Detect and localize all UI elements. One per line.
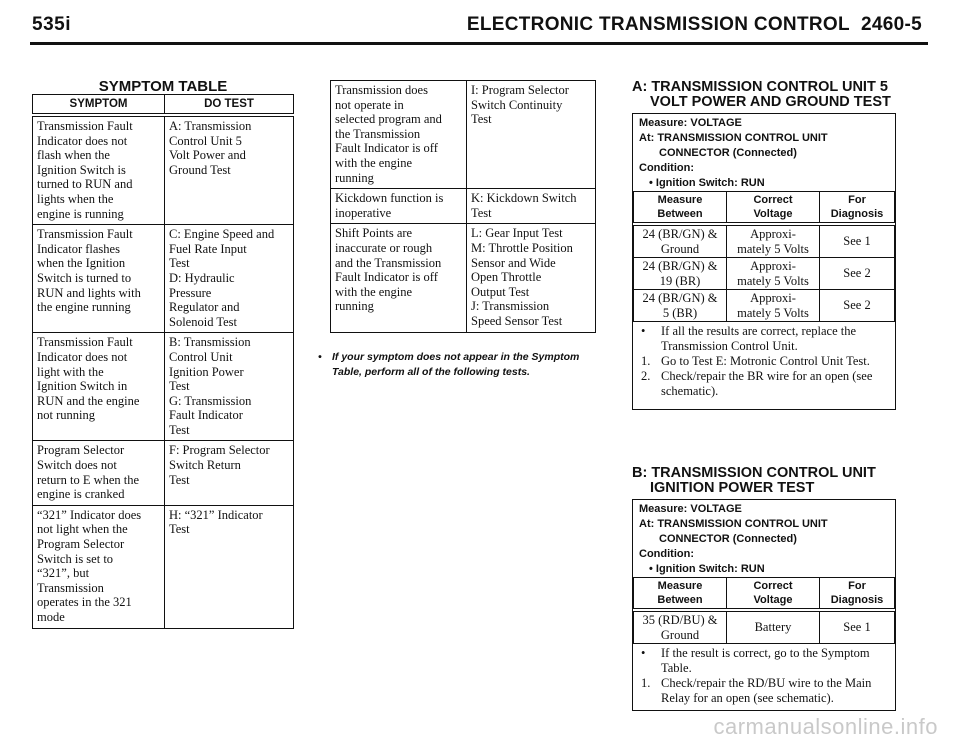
column-header-test: DO TEST <box>165 95 294 116</box>
table-row <box>634 224 895 258</box>
header-rule <box>30 42 928 45</box>
section-b-notes <box>633 644 895 710</box>
correct-voltage-cell: Approxi- mately 5 Volts <box>727 290 820 322</box>
measure-between-cell: 24 (BR/GN) & 19 (BR) <box>634 258 727 290</box>
measure-between-cell: 35 (RD/BU) & Ground <box>634 610 727 644</box>
table-header-row <box>634 578 895 611</box>
symptom-cell: Transmission Fault Indicator does not light with the Ignition Switch in RUN and the engine not running <box>33 333 165 441</box>
test-cell: L: Gear Input Test M: Throttle Position Sensor and Wide Open Throttle Output Test J: Transmission Speed Sensor Test <box>467 224 596 332</box>
section-b-title-line1: B: TRANSMISSION CONTROL UNIT <box>632 465 876 481</box>
note-text: If the result is correct, go to the Symptom Table. <box>661 646 870 675</box>
watermark: carmanualsonline.info <box>713 714 938 739</box>
section-title: ELECTRONIC TRANSMISSION CONTROL <box>466 14 850 35</box>
note-marker: • <box>641 324 646 338</box>
test-cell: A: Transmission Control Unit 5 Volt Power and Ground Test <box>165 115 294 225</box>
column-header-correct-voltage: Correct Voltage <box>727 578 820 611</box>
condition-item: • Ignition Switch: RUN <box>649 177 765 189</box>
section-a-title <box>632 80 932 110</box>
diagnosis-cell: See 2 <box>820 258 895 290</box>
symptom-cell: Kickdown function is inoperative <box>331 189 467 224</box>
note-item <box>639 369 889 399</box>
table-row <box>634 610 895 644</box>
table-row <box>33 505 294 628</box>
column-header-diagnosis: For Diagnosis <box>820 578 895 611</box>
note-text: Go to Test E: Motronic Control Unit Test. <box>661 354 870 368</box>
measure-between-cell: 24 (BR/GN) & 5 (BR) <box>634 290 727 322</box>
table-row <box>331 81 596 189</box>
condition-label: Condition: <box>639 548 694 560</box>
section-b-title-line2: IGNITION POWER TEST <box>650 480 815 496</box>
test-cell: C: Engine Speed and Fuel Rate Input Test D: Hydraulic Pressure Regulator and Solenoid Test <box>165 225 294 333</box>
note-item <box>639 324 889 354</box>
diagnosis-cell: See 2 <box>820 290 895 322</box>
test-cell: I: Program Selector Switch Continuity Test <box>467 81 596 189</box>
section-a-title-line1: A: TRANSMISSION CONTROL UNIT 5 <box>632 79 888 95</box>
symptom-cell: Transmission Fault Indicator flashes when the Ignition Switch is turned to RUN and lights with the engine running <box>33 225 165 333</box>
symptom-table-title: SYMPTOM TABLE <box>98 78 228 95</box>
measure-between-cell: 24 (BR/GN) & Ground <box>634 224 727 258</box>
page-model: 535i <box>32 14 71 35</box>
table-row <box>331 224 596 332</box>
section-b-box <box>632 499 896 711</box>
note-item <box>639 676 889 706</box>
column-header-measure-between: Measure Between <box>634 192 727 225</box>
measure-label: Measure: VOLTAGE <box>639 503 742 515</box>
note-marker: 1. <box>641 676 651 690</box>
column-header-diagnosis: For Diagnosis <box>820 192 895 225</box>
table-row <box>33 115 294 225</box>
table-row <box>331 189 596 224</box>
test-cell: K: Kickdown Switch Test <box>467 189 596 224</box>
test-cell: F: Program Selector Switch Return Test <box>165 441 294 505</box>
table-header-row <box>33 95 294 116</box>
symptom-cell: Transmission does not operate in selected program and the Transmission Fault Indicator is off with the engine running <box>331 81 467 189</box>
symptom-note <box>318 350 600 380</box>
correct-voltage-cell: Approxi- mately 5 Volts <box>727 258 820 290</box>
table-header-row <box>634 192 895 225</box>
diagnosis-cell: See 1 <box>820 224 895 258</box>
connector-label: CONNECTOR (Connected) <box>659 147 797 159</box>
note-marker: 2. <box>641 369 651 383</box>
diagnosis-cell: See 1 <box>820 610 895 644</box>
note-text: Check/repair the RD/BU wire to the Main Relay for an open (see schematic). <box>661 676 872 705</box>
measure-label: Measure: VOLTAGE <box>639 117 742 129</box>
connector-label: CONNECTOR (Connected) <box>659 533 797 545</box>
table-row <box>634 258 895 290</box>
symptom-note-text: If your symptom does not appear in the Symptom Table, perform all of the following tests. <box>332 351 580 378</box>
section-a-notes <box>633 322 895 403</box>
note-item <box>639 646 889 676</box>
section-a-title-line2: VOLT POWER AND GROUND TEST <box>650 94 891 110</box>
page-header-title <box>467 14 922 36</box>
correct-voltage-cell: Approxi- mately 5 Volts <box>727 224 820 258</box>
note-text: Check/repair the BR wire for an open (see schematic). <box>661 369 873 398</box>
correct-voltage-cell: Battery <box>727 610 820 644</box>
symptom-cell: “321” Indicator does not light when the Program Selector Switch is set to “321”, but Transmission operates in the 321 mode <box>33 505 165 628</box>
page-number: 2460-5 <box>861 14 922 35</box>
measurement-table <box>633 191 895 322</box>
table-row <box>634 290 895 322</box>
table-row <box>33 441 294 505</box>
test-cell: B: Transmission Control Unit Ignition Power Test G: Transmission Fault Indicator Test <box>165 333 294 441</box>
section-a-box <box>632 113 896 410</box>
section-b-title <box>632 466 932 496</box>
note-item <box>639 354 889 369</box>
measurement-table <box>633 577 895 644</box>
column-header-measure-between: Measure Between <box>634 578 727 611</box>
at-label: At: TRANSMISSION CONTROL UNIT <box>639 132 828 144</box>
table-row <box>33 333 294 441</box>
test-cell: H: “321” Indicator Test <box>165 505 294 628</box>
table-row <box>33 225 294 333</box>
symptom-cell: Transmission Fault Indicator does not flash when the Ignition Switch is turned to RUN and lights when the engine is running <box>33 115 165 225</box>
condition-label: Condition: <box>639 162 694 174</box>
at-label: At: TRANSMISSION CONTROL UNIT <box>639 518 828 530</box>
column-header-correct-voltage: Correct Voltage <box>727 192 820 225</box>
note-marker: 1. <box>641 354 651 368</box>
symptom-cell: Shift Points are inaccurate or rough and the Transmission Fault Indicator is off with the engine running <box>331 224 467 332</box>
note-text: If all the results are correct, replace the Transmission Control Unit. <box>661 324 857 353</box>
symptom-cell: Program Selector Switch does not return to E when the engine is cranked <box>33 441 165 505</box>
note-marker: • <box>641 646 646 660</box>
symptom-table-continued <box>330 80 596 333</box>
condition-item: • Ignition Switch: RUN <box>649 563 765 575</box>
bullet-icon: • <box>318 351 322 363</box>
column-header-symptom: SYMPTOM <box>33 95 165 116</box>
symptom-table <box>32 94 294 629</box>
